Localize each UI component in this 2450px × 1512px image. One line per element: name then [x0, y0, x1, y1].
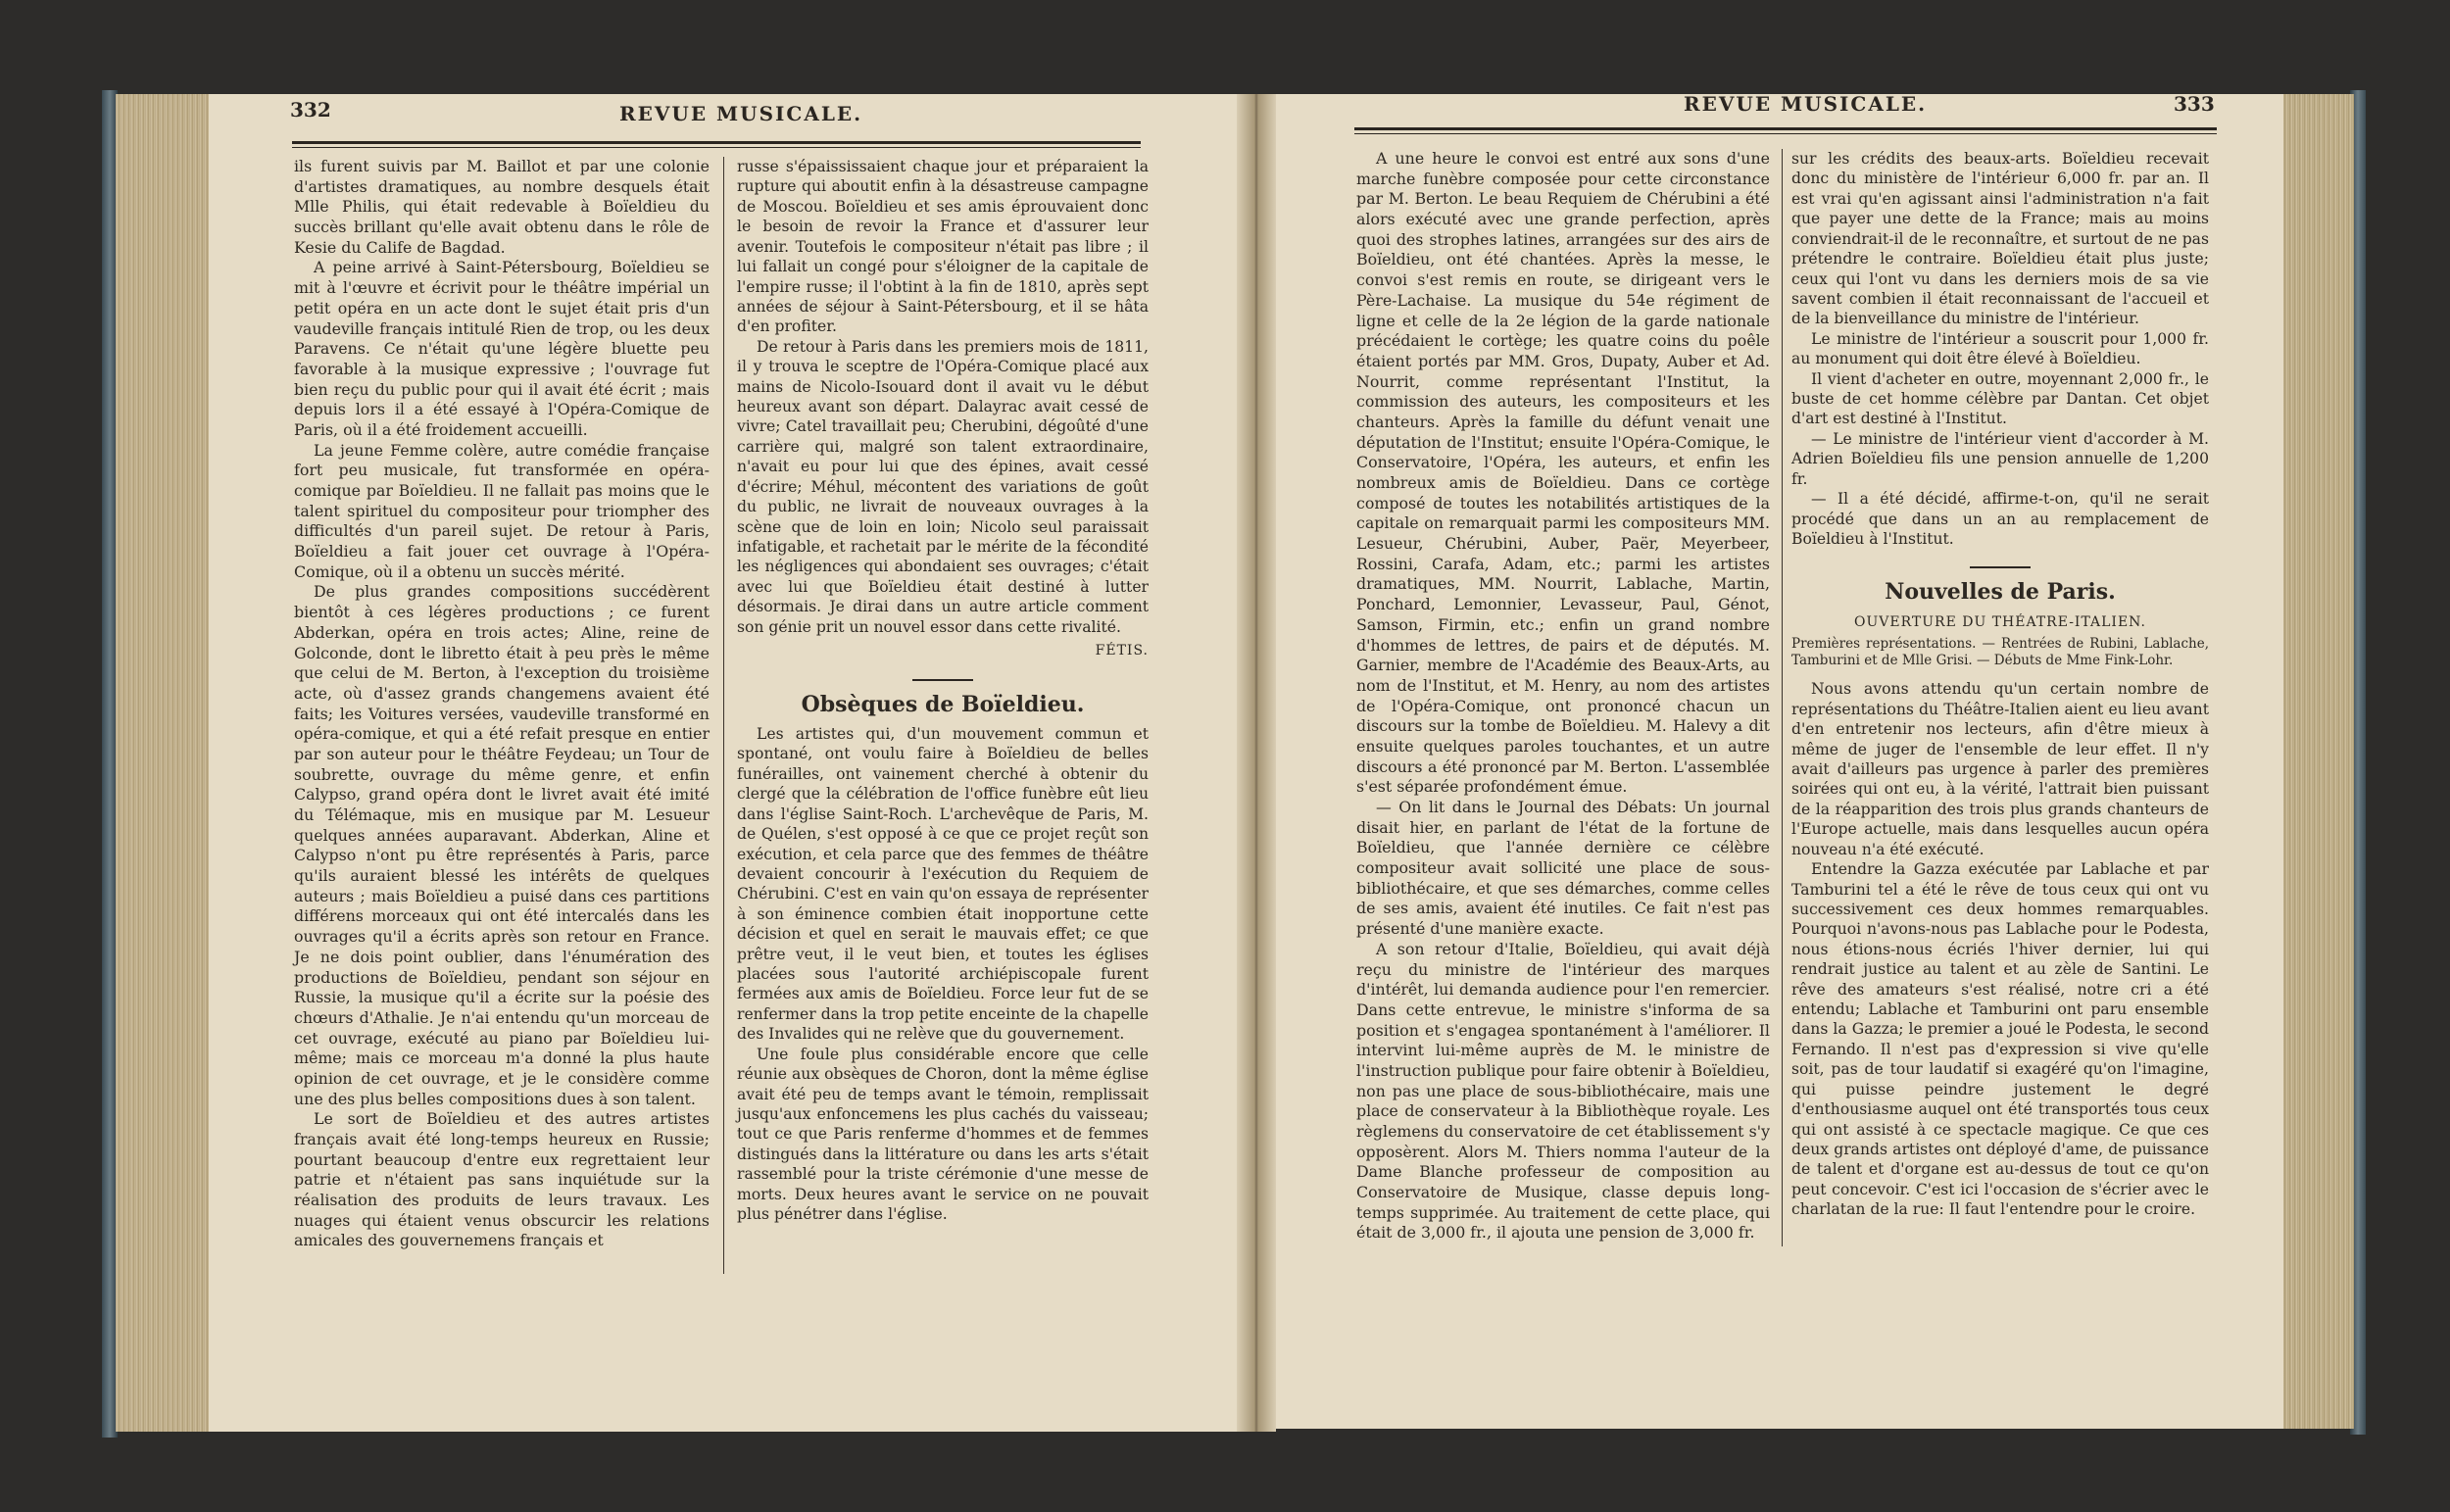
section-summary: Premières représentations. — Rentrées de Rubini, Lablache, Tamburini et de Mlle Grisi. — Débuts de Mme Fink-Lohr.: [1791, 636, 2209, 669]
page-edges-left: [116, 94, 209, 1432]
page-edges-right: [2283, 94, 2354, 1429]
paragraph: — Il a été décidé, affirme-t-on, qu'il ne serait procédé que dans un an au remplacement de Boïeldieu à l'Institut.: [1791, 490, 2209, 549]
left-column-2: [737, 157, 1149, 1225]
paragraph: Le sort de Boïeldieu et des autres artistes français avait été long-temps heureux en Russie; pourtant beaucoup d'entre eux regrettaient leur patrie et n'étaient pas sans inquiétude sur la réalisation des produits de leurs travaux. Les nuages qui étaient venus obscurcir les relations amicales des gouvernemens français et: [294, 1109, 710, 1250]
paragraph: Entendre la Gazza exécutée par Lablache et par Tamburini tel a été le rêve de tous ceux qui ont vu successivement ces deux hommes remarquables. Pourquoi n'avons-nous pas Lablache pour le Podesta, nous étions-nous écriés l'hiver dernier, lui qui rendrait justice au talent et au zèle de Santini. Le rêve des amateurs s'est réalisé, notre cri a été entendu; Lablache et Tamburini ont paru ensemble dans la Gazza; le premier a joué le Podesta, le second Fernando. Il n'est pas d'expression si vive qu'elle soit, pas de tour laudatif si exagéré qu'on l'imagine, qui puisse peindre justement le degré d'enthousiasme auquel ont été transportés tous ceux qui ont assisté à ce spectacle magique. Ce que ces deux grands artistes ont déployé d'ame, de puissance de talent et d'organe est au-dessus de tout ce qu'on peut concevoir. C'est ici l'occasion de s'écrier avec le charlatan de la rue: Il faut l'entendre pour le croire.: [1791, 860, 2209, 1219]
right-column-2: [1791, 149, 2209, 1220]
left-column-divider: [723, 157, 724, 1274]
left-header-rule: [292, 141, 1141, 144]
paragraph: La jeune Femme colère, autre comédie française fort peu musicale, fut transformée en opéra-comique par Boïeldieu. Il ne fallait pas moins que le talent spirituel du compositeur pour triompher des difficultés d'un pareil sujet. De retour à Paris, Boïeldieu a fait jouer cet ouvrage à l'Opéra-Comique, où il a obtenu un succès mérité.: [294, 440, 710, 581]
right-header-rule-thin: [1354, 133, 2217, 134]
left-running-head: REVUE MUSICALE.: [619, 102, 863, 125]
left-column-1: [294, 157, 710, 1251]
book-gutter: [1237, 94, 1276, 1432]
paragraph: — Le ministre de l'intérieur vient d'accorder à M. Adrien Boïeldieu fils une pension annuelle de 1,200 fr.: [1791, 429, 2209, 488]
right-header-rule: [1354, 127, 2217, 130]
paragraph: russe s'épaississaient chaque jour et préparaient la rupture qui aboutit enfin à la désastreuse campagne de Moscou. Boïeldieu et ses amis éprouvaient donc le besoin de revoir la France et d'assurer leur avenir. Toutefois le compositeur n'était pas libre ; il lui fallait un congé pour s'éloigner de la capitale de l'empire russe; il l'obtint à la fin de 1810, après sept années de séjour à Saint-Pétersbourg, et il se hâta d'en profiter.: [737, 158, 1149, 336]
paragraph: Le ministre de l'intérieur a souscrit pour 1,000 fr. au monument qui doit être élevé à Boïeldieu.: [1791, 329, 2209, 368]
paragraph: De plus grandes compositions succédèrent bientôt à ces légères productions ; ce furent Abderkan, opéra en trois actes; Aline, reine de Golconde, dont le libretto était à peu près le même que celui de M. Berton, à l'exception du troisième acte, où d'assez grands changemens avaient été faits; les Voitures versées, vaudeville transformé en opéra-comique, et qui a été refait presque en entier par son auteur pour le théâtre Feydeau; un Tour de soubrette, ouvrage du même genre, et enfin Calypso, grand opéra dont le livret avait été imité du Télémaque, mis en musique par M. Lesueur quelques années auparavant. Abderkan, Aline et Calypso n'ont pu être représentés à Paris, parce qu'ils auraient blessé les intérêts de quelques auteurs ; mais Boïeldieu a puisé dans ces partitions différens morceaux qui ont été intercalés dans les ouvrages qu'il a écrits après son retour en France. Je ne dois point oublier, dans l'énumération des productions de Boïeldieu, pendant son séjour en Russie, la musique qu'il a écrite sur la poésie des chœurs d'Athalie. Je n'ai entendu qu'un morceau de cet ouvrage, exécuté au piano par Boïeldieu lui-même; mais ce morceau m'a donné la plus haute opinion de cet ouvrage, et je le considère comme une des plus belles compositions dues à son talent.: [294, 582, 710, 1108]
paragraph: sur les crédits des beaux-arts. Boïeldieu recevait donc du ministère de l'intérieur 6,000 fr. par an. Il est vrai qu'en agissant ainsi l'administration n'a fait que payer une dette de la France; mais au moins conviendrait-il de le reconnaître, et surtout de ne pas prétendre le contraire. Boïeldieu était plus juste; ceux qui l'ont vu dans les derniers mois de sa vie savent combien il était reconnaissant de l'accueil et de la bienveillance du ministre de l'intérieur.: [1791, 150, 2209, 328]
paragraph: A son retour d'Italie, Boïeldieu, qui avait déjà reçu du ministre de l'intérieur des marques d'intérêt, lui demanda audience pour l'en remercier. Dans cette entrevue, le ministre s'informa de sa position et s'engagea spontanément à l'améliorer. Il intervint lui-même auprès de M. le ministre de l'instruction publique pour faire obtenir à Boïeldieu, non pas une place de sous-bibliothécaire, mais une place de conservateur à la Bibliothèque royale. Les règlemens du conservatoire de cet établissement s'y opposèrent. Alors M. Thiers nomma l'auteur de la Dame Blanche professeur de composition au Conservatoire de Musique, classe depuis long-temps supprimée. Au traitement de cette place, qui était de 3,000 fr., il ajouta une pension de 3,000 fr.: [1356, 939, 1770, 1243]
section-rule: [912, 679, 973, 681]
left-header-rule-thin: [292, 147, 1141, 148]
right-page-number: 333: [2174, 92, 2215, 116]
paragraph: — On lit dans le Journal des Débats: Un journal disait hier, en parlant de l'état de la fortune de Boïeldieu, que l'année dernière ce célèbre compositeur avait sollicité une place de sous-bibliothécaire, et que ses démarches, comme celles de ses amis, avaient été inutiles. Ce fait n'est pas présenté d'une manière exacte.: [1356, 798, 1770, 939]
paragraph: De retour à Paris dans les premiers mois de 1811, il y trouva le sceptre de l'Opéra-Comique placé aux mains de Nicolo-Isouard dont il avait vu le début heureux avant son départ. Dalayrac avait cessé de vivre; Catel travaillait peu; Cherubini, dégoûté d'une carrière qui, malgré son talent extraordinaire, n'avait eu pour lui que des épines, avait cessé d'écrire; Méhul, mécontent des variations de goût du public, ne livrait de nouveaux ouvrages à la scène que de loin en loin; Nicolo seul paraissait infatigable, et rachetait par le mérite de la fécondité les négligences qui abondaient ses ouvrages; c'était avec lui que Boïeldieu était destiné à lutter désormais. Je dirai dans un autre article comment son génie prit un nouvel essor dans cette rivalité.: [737, 337, 1149, 636]
paragraph: ils furent suivis par M. Baillot et par une colonie d'artistes dramatiques, au nombre desquels était Mlle Philis, qui était redevable à Boïeldieu du succès brillant qu'elle avait obtenu dans le rôle de Kesie du Calife de Bagdad.: [294, 157, 710, 257]
section-title: Nouvelles de Paris.: [1885, 579, 2116, 606]
paragraph: Il vient d'acheter en outre, moyennant 2,000 fr., le buste de cet homme célèbre par Dantan. Cet objet d'art est destiné à l'Institut.: [1791, 369, 2209, 428]
section-title: Obsèques de Boïeldieu.: [801, 691, 1085, 717]
right-column-divider: [1782, 149, 1783, 1246]
right-column-1: [1356, 149, 1770, 1244]
section-rule: [1970, 566, 2031, 568]
left-page-number: 332: [290, 98, 331, 122]
paragraph: Nous avons attendu qu'un certain nombre de représentations du Théâtre-Italien aient eu lieu avant d'en entretenir nos lecteurs, afin d'être mieux à même de juger de l'ensemble de leur effet. Il n'y avait d'ailleurs pas urgence à parler des premières soirées qui ont eu, à la vérité, l'attrait bien puissant de la réapparition des trois plus grands chanteurs de l'Europe actuelle, mais dans lesquelles aucun opéra nouveau n'a été exécuté.: [1791, 680, 2209, 858]
signature: FÉTIS.: [1095, 643, 1149, 659]
paragraph: Une foule plus considérable encore que celle réunie aux obsèques de Choron, dont la même église avait été peu de temps avant le témoin, remplissait jusqu'aux enfoncemens les plus cachés du vaisseau; tout ce que Paris renferme d'hommes et de femmes distingués dans la littérature ou dans les arts s'était rassemblé pour la triste cérémonie d'une messe de morts. Deux heures avant le service on ne pouvait plus pénétrer dans l'église.: [737, 1045, 1149, 1224]
section-subtitle: OUVERTURE DU THÉATRE-ITALIEN.: [1854, 613, 2146, 630]
right-running-head: REVUE MUSICALE.: [1684, 92, 1928, 116]
paragraph: A peine arrivé à Saint-Pétersbourg, Boïeldieu se mit à l'œuvre et écrivit pour le théâtre impérial un petit opéra en un acte dont le sujet était pris d'un vaudeville français intitulé Rien de trop, ou les deux Paravens. Ce n'était qu'une légère bluette peu favorable à la musique expressive ; l'ouvrage fut bien reçu du public pour qui il avait été écrit ; mais depuis lors il a été essayé à l'Opéra-Comique de Paris, où il a été froidement accueilli.: [294, 258, 710, 439]
paragraph: Les artistes qui, d'un mouvement commun et spontané, ont voulu faire à Boïeldieu de belles funérailles, ont vainement cherché à obtenir du clergé que la célébration de l'office funèbre eût lieu dans l'église Saint-Roch. L'archevêque de Paris, M. de Quélen, s'est opposé à ce que ce projet reçût son exécution, et cela parce que des femmes de théâtre devaient concourir à l'exécution du Requiem de Chérubini. C'est en vain qu'on essaya de représenter à son éminence combien était inopportune cette décision et quel en serait le mauvais effet; ce que prêtre veut, il le veut bien, et toutes les églises placées sous l'autorité archiépiscopale furent fermées aux amis de Boïeldieu. Force leur fut de se renfermer dans la trop petite enceinte de la chapelle des Invalides qui ne relève que du gouvernement.: [737, 724, 1149, 1044]
paragraph: A une heure le convoi est entré aux sons d'une marche funèbre composée pour cette circonstance par M. Berton. Le beau Requiem de Chérubini a été alors exécuté avec une grande perfection, après quoi des strophes latines, arrangées sur des airs de Boïeldieu, ont été chantées. Après la messe, le convoi s'est remis en route, se dirigeant vers le Père-Lachaise. La musique du 54e régiment de ligne et celle de la 2e légion de la garde nationale précédaient le cortège; les quatre coins du poêle étaient portés par MM. Gros, Dupaty, Auber et Ad. Nourrit, comme représentant l'Institut, la commission des auteurs, les compositeurs et les chanteurs. Après la famille du défunt venait une députation de l'Institut; ensuite l'Opéra-Comique, le Conservatoire, l'Opéra, les auteurs, et enfin les nombreux amis de Boïeldieu. Dans ce cortège composé de toutes les notabilités artistiques de la capitale on remarquait parmi les compositeurs MM. Lesueur, Chérubini, Auber, Paër, Meyerbeer, Rossini, Carafa, Adam, etc.; parmi les artistes dramatiques, MM. Nourrit, Lablache, Martin, Ponchard, Lemonnier, Levasseur, Paul, Génot, Samson, Firmin, etc.; enfin un grand nombre d'hommes de lettres, de pairs et de députés. M. Garnier, membre de l'Académie des Beaux-Arts, au nom de l'Institut, et M. Henry, au nom des artistes de l'Opéra-Comique, ont prononcé chacun un discours sur la tombe de Boïeldieu. M. Halevy a dit ensuite quelques paroles touchantes, et un autre discours a été prononcé par M. Berton. L'assemblée s'est séparée profondément émue.: [1356, 149, 1770, 797]
